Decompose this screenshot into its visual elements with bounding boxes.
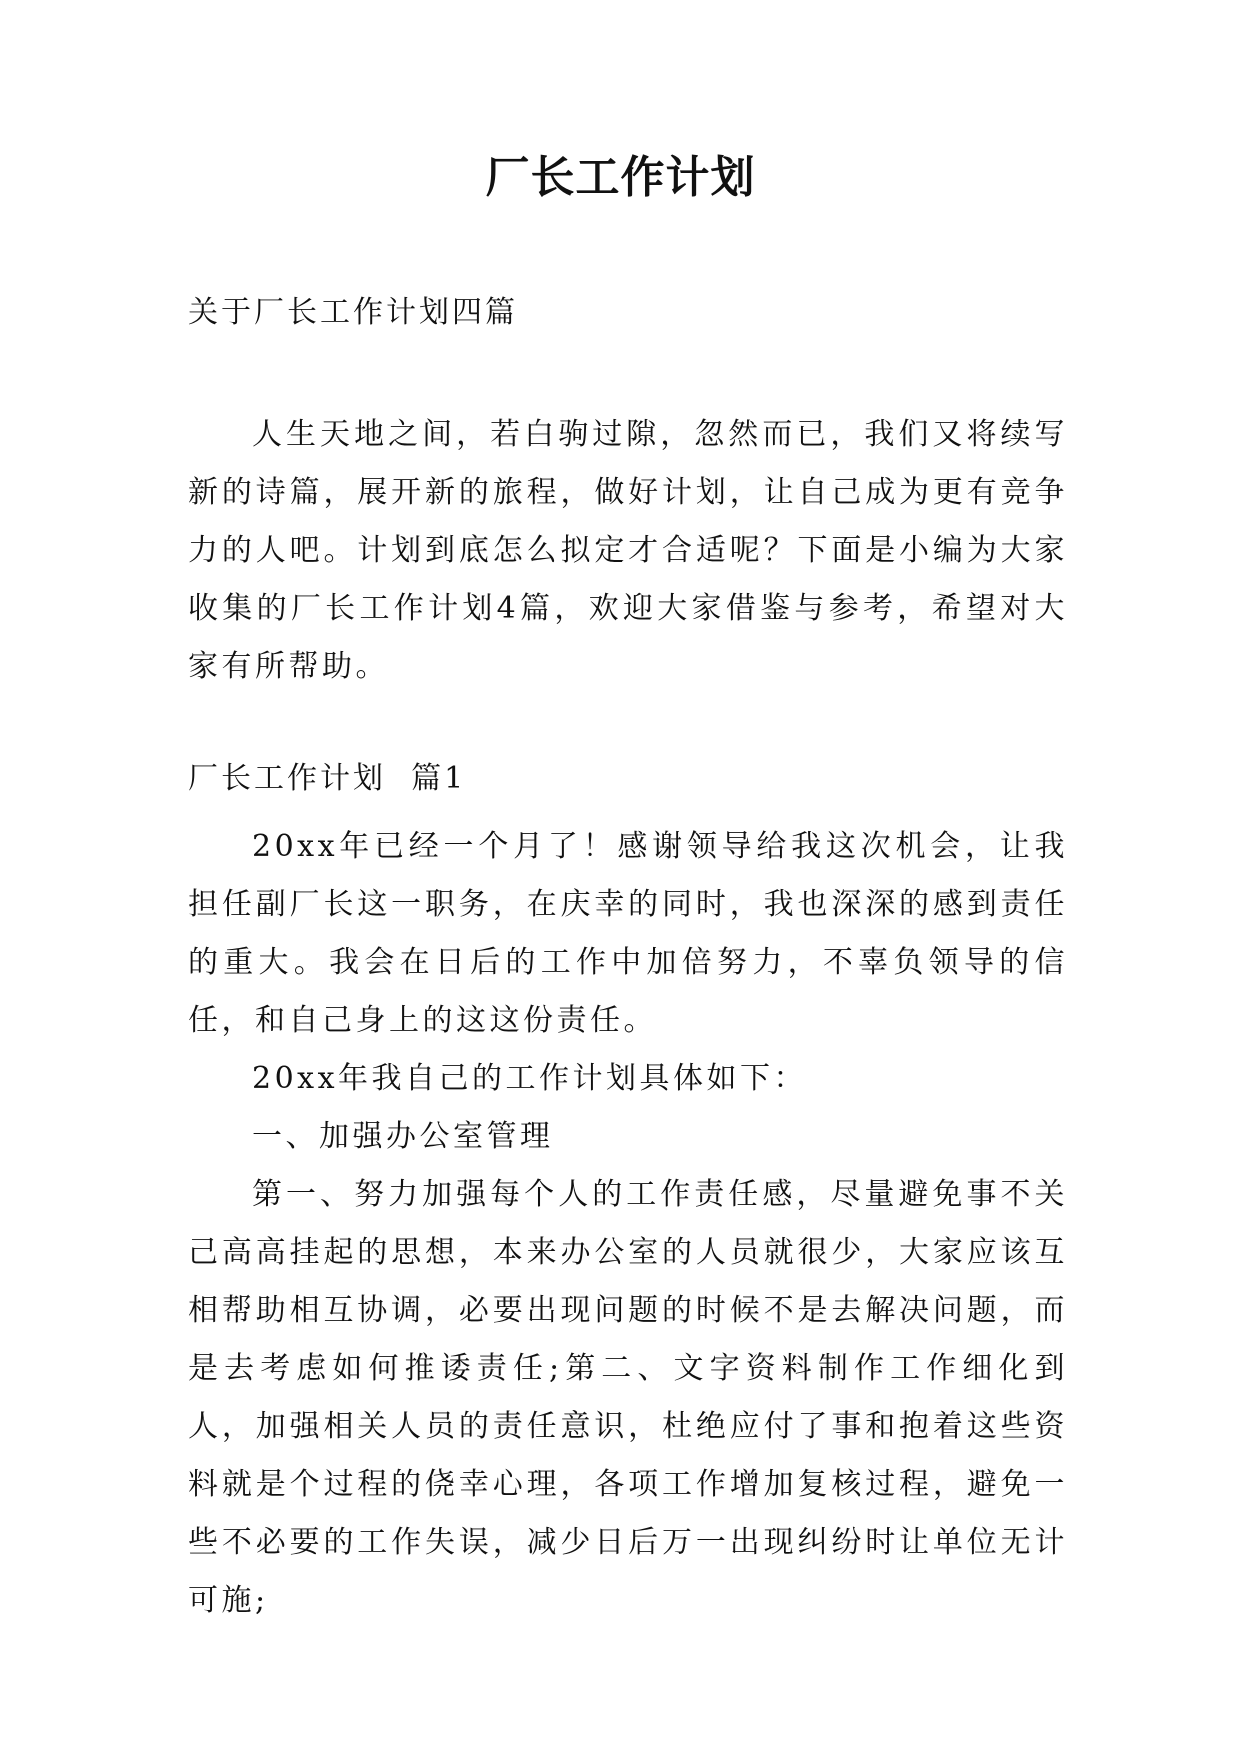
intro-paragraph: 人生天地之间，若白驹过隙，忽然而已，我们又将续写新的诗篇，展开新的旅程，做好计划，让自己成为更有竞争力的人吧。计划到底怎么拟定才合适呢？下面是小编为大家收集的厂长工作计划4篇，欢迎大家借鉴与参考，希望对大家有所帮助。 (188, 417, 1068, 684)
list-heading: 一、加强办公室管理 (252, 1119, 554, 1154)
document-subtitle: 关于厂长工作计划四篇 (188, 295, 518, 330)
body-paragraph: 20xx年我自己的工作计划具体如下： (252, 1061, 808, 1096)
body-paragraph: 第一、努力加强每个人的工作责任感，尽量避免事不关己高高挂起的思想，本来办公室的人员就很少，大家应该互相帮助相互协调，必要出现问题的时候不是去解决问题，而是去考虑如何推诿责任;第二、文字资料制作工作细化到人，加强相关人员的责任意识，杜绝应付了事和抱着这些资料就是个过程的侥幸心理，各项工作增加复核过程，避免一些不必要的工作失误，减少日后万一出现纠纷时让单位无计可施; (188, 1177, 1068, 1618)
body-paragraph: 20xx年已经一个月了！感谢领导给我这次机会，让我担任副厂长这一职务，在庆幸的同时，我也深深的感到责任的重大。我会在日后的工作中加倍努力，不辜负领导的信任，和自己身上的这这份责任。 (188, 829, 1068, 1038)
section-heading: 厂长工作计划 篇1 (188, 761, 467, 796)
document-title: 厂长工作计划 (485, 152, 756, 203)
